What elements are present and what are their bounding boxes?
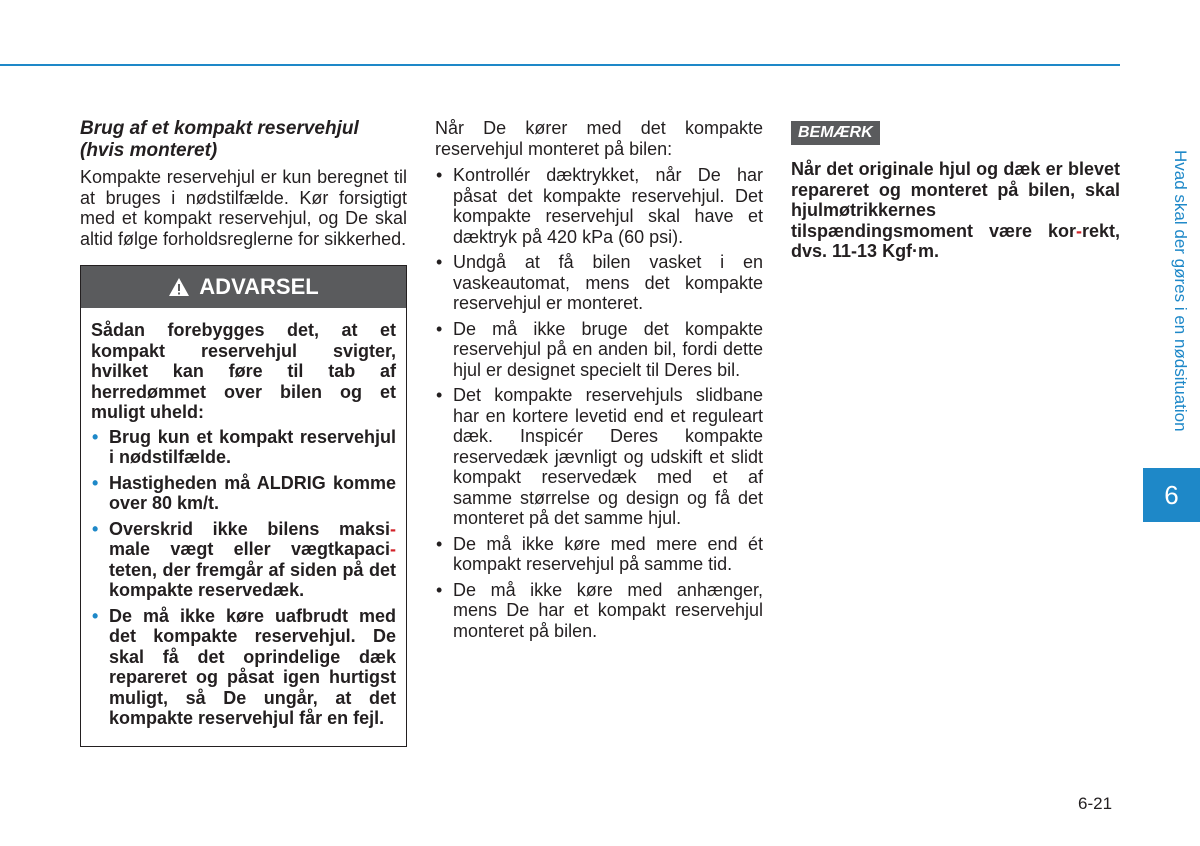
section-heading-line1: Brug af et kompakt reservehjul: [80, 118, 359, 139]
bullet-dot: •: [436, 252, 443, 272]
list-item-text: Kontrollér dæktrykket, når De har påsat det kompakte reservehjul. Det kompakte reservehjul skal have et dæktryk på 420 kPa (60 psi).: [453, 165, 763, 247]
hyphen-mark: -: [390, 539, 396, 559]
list-item-text: De må ikke køre med anhænger, mens De har et kompakt reservehjul monteret på bilen.: [453, 579, 763, 641]
column-left: [80, 118, 407, 747]
note-text-part: rekt, dvs. 11-13 Kgf·m.: [791, 220, 1120, 261]
section-heading: [80, 118, 407, 162]
bullet-dot: •: [436, 318, 443, 339]
middle-list: [435, 165, 763, 641]
chapter-side-label: Hvad skal der gøres i en nødsituation: [1171, 150, 1190, 432]
middle-intro: Når De kører med det kompakte reservehjul monteret på bilen:: [435, 118, 763, 159]
warning-item: [91, 519, 396, 601]
page-number: 6-21: [1078, 794, 1113, 813]
list-item-text: De må ikke bruge det kompakte reservehjul på en anden bil, fordi dette hjul er designet specielt til Deres bil.: [453, 318, 763, 380]
intro-paragraph: Kompakte reservehjul er kun beregnet til at bruges i nødstilfælde. Kør forsigtigt med et kompakt reservehjul, og De skal altid følge forholdsreglerne for sikkerhed.: [80, 167, 407, 249]
note-text-part: Når det originale hjul og dæk er blevet repareret og monteret på bilen, skal hjulmøtrikkernes tilspændingsmoment være kor: [791, 159, 1120, 241]
warning-intro: Sådan forebygges det, at et kompakt reservehjul svigter, hvilket kan føre til tab af herredømmet over bilen og et muligt uheld:: [91, 320, 396, 422]
bullet-dot: •: [436, 385, 443, 405]
list-item: [435, 385, 763, 529]
list-item: [435, 319, 763, 381]
note-text: [791, 159, 1120, 262]
bullet-dot: •: [92, 605, 99, 626]
warning-item: [91, 427, 396, 468]
warning-item-text: male vægt eller vægtkapaci: [109, 539, 390, 559]
column-right: [791, 121, 1120, 262]
list-item: [435, 252, 763, 314]
bullet-dot: •: [436, 533, 443, 554]
column-middle: [435, 118, 763, 646]
list-item: [435, 580, 763, 642]
bullet-dot: •: [436, 165, 443, 185]
bullet-dot: •: [436, 579, 443, 600]
section-heading-line2: (hvis monteret): [80, 140, 218, 161]
warning-box: [80, 265, 407, 747]
list-item-text: Undgå at få bilen vasket i en vaskeautomat, mens det kompakte reservehjul er monteret.: [453, 252, 763, 313]
list-item: [435, 165, 763, 247]
warning-item-text: Overskrid ikke bilens maksi: [109, 518, 390, 539]
hyphen-mark: -: [1075, 220, 1082, 241]
warning-item: [91, 473, 396, 514]
warning-item-text: teten, der fremgår af siden på det kompakte reservedæk.: [109, 559, 396, 600]
warning-triangle-icon: [168, 277, 190, 297]
warning-title: ADVARSEL: [199, 274, 319, 299]
note-tag: BEMÆRK: [791, 121, 880, 145]
chapter-tab: 6: [1143, 468, 1200, 522]
warning-item-text: Hastigheden må ALDRIG komme over 80 km/t.: [109, 472, 396, 513]
bullet-dot: •: [92, 426, 99, 447]
list-item-text: De må ikke køre med mere end ét kompakt reservehjul på samme tid.: [453, 533, 763, 574]
list-item-text: Det kompakte reservehjuls slidbane har en kortere levetid end et reguleart dæk. Inspicér Deres kompakte reservedæk jævnligt og udskift et slidt kompakt reservedæk med et af samme størrelse og design og få det monteret på det samme hjul.: [453, 385, 763, 528]
hyphen-mark: -: [390, 518, 396, 539]
warning-list: [91, 427, 396, 729]
list-item: [435, 534, 763, 575]
warning-item-text: De må ikke køre uafbrudt med det kompakte reservehjul. De skal få det oprindelige dæk repareret og påsat igen hurtigst muligt, så De ungår, at det kompakte reservehjul får en fejl.: [109, 605, 396, 728]
bullet-dot: •: [92, 518, 99, 539]
warning-header: [81, 266, 406, 308]
top-rule: [0, 64, 1120, 66]
bullet-dot: •: [92, 472, 99, 493]
warning-item: [91, 606, 396, 729]
warning-body: [81, 308, 406, 746]
warning-item-text: Brug kun et kompakt reservehjul i nødstilfælde.: [109, 426, 396, 467]
